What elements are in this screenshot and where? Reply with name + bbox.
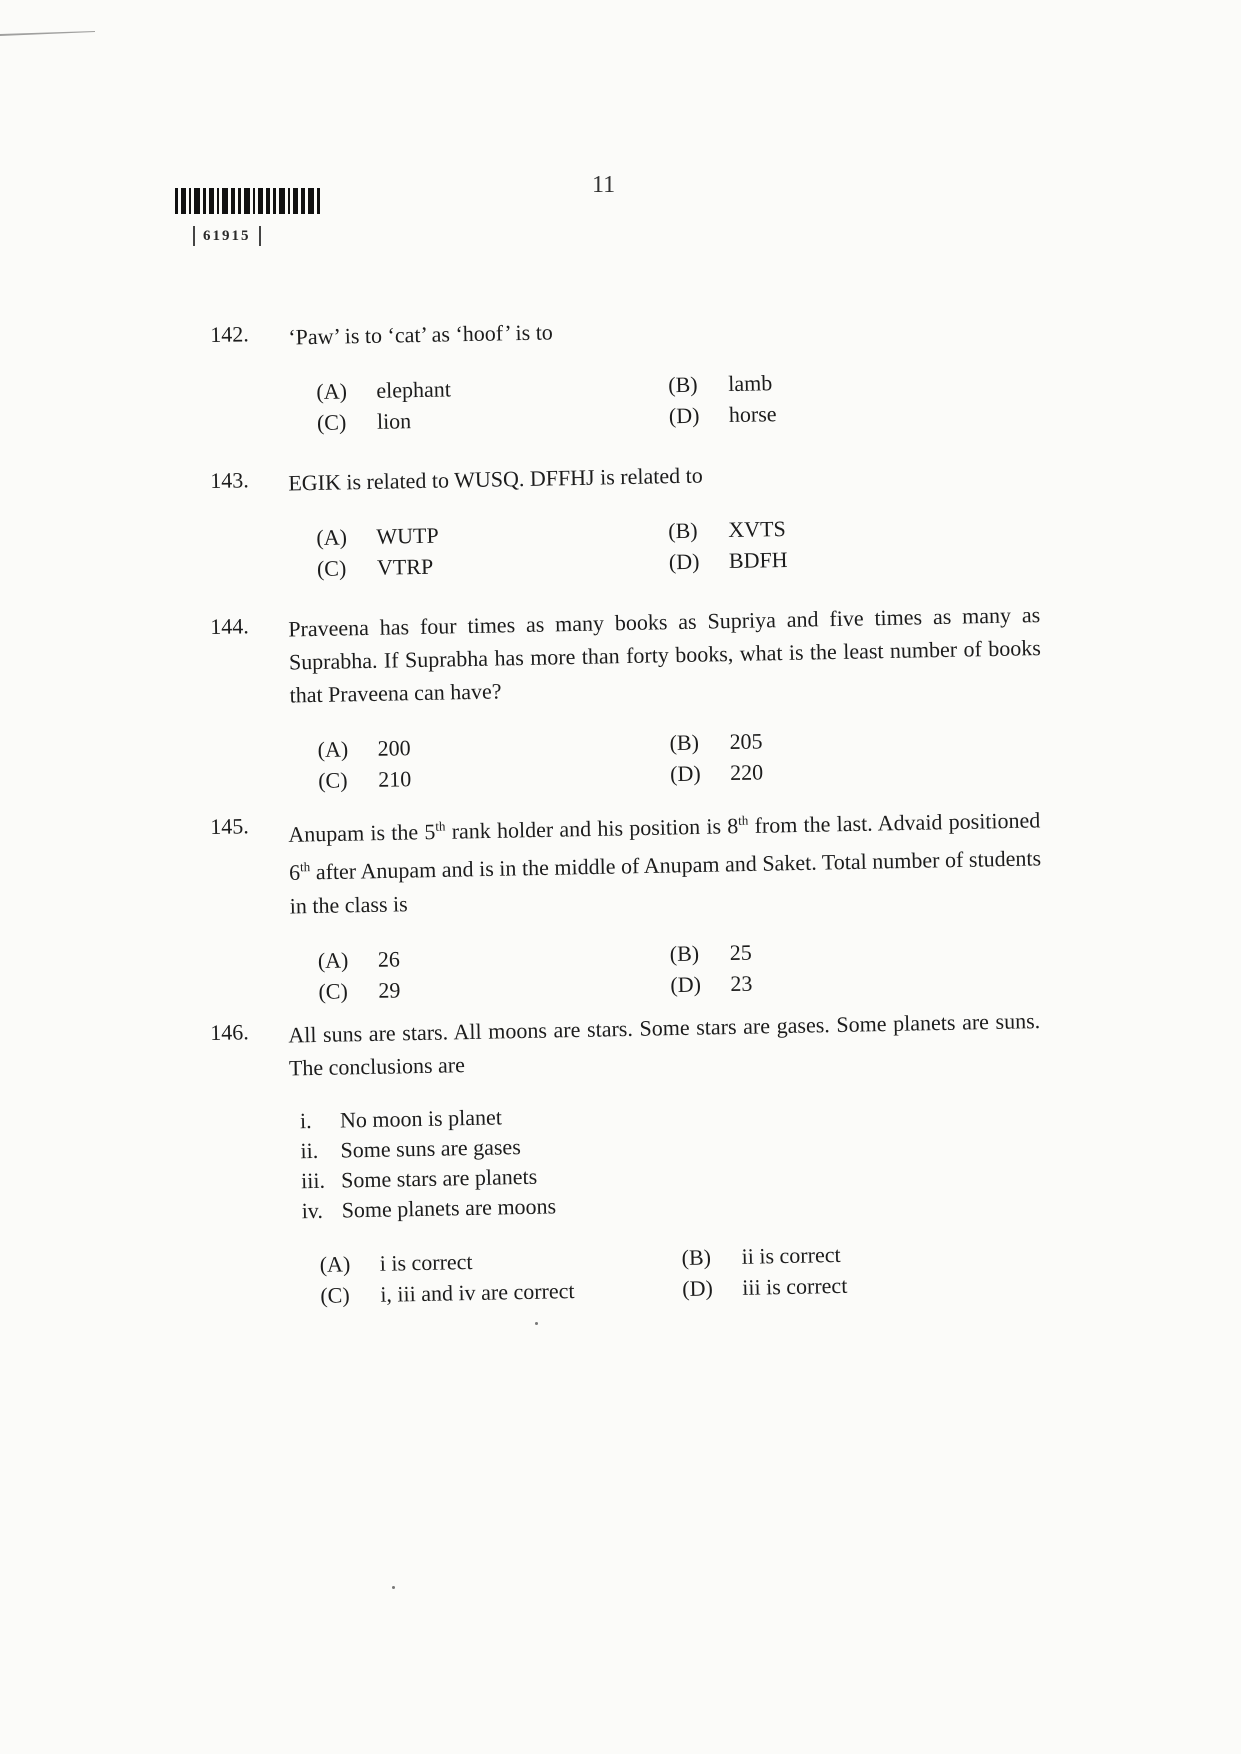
option-c: (C) lion <box>316 408 412 435</box>
question-142 <box>210 306 1042 445</box>
question-text: EGIK is related to WUSQ. DFFHJ is related to <box>288 462 703 496</box>
option-c: (C) VTRP <box>316 553 434 581</box>
question-146 <box>210 1004 1046 1318</box>
option-b: (B) 205 <box>669 728 763 756</box>
option-b: (B) ii is correct <box>681 1241 841 1270</box>
option-b: (B) XVTS <box>668 515 786 544</box>
option-c: (C) i, iii and iv are correct <box>320 1278 575 1308</box>
option-c: (C) 29 <box>318 977 401 1004</box>
question-number: 145. <box>210 813 249 839</box>
options <box>319 1238 1045 1316</box>
question-number: 143. <box>210 467 249 493</box>
question-text: Praveena has four times as many books as Supriya and five times as many as Suprabha. If Suprabha has more than forty books, what is the least number of books that Praveena can have? <box>288 602 1042 708</box>
options <box>316 365 1042 443</box>
question-number: 146. <box>210 1019 249 1045</box>
option-a: (A) i is correct <box>319 1249 473 1277</box>
statements <box>300 1092 1044 1226</box>
option-b: (B) 25 <box>669 939 752 966</box>
options <box>316 511 1042 589</box>
option-d: (D) iii is correct <box>682 1272 848 1301</box>
question-text: ‘Paw’ is to ‘cat’ as ‘hoof’ is to <box>288 319 554 350</box>
scan-edge-mark <box>0 28 100 38</box>
option-b: (B) lamb <box>668 370 773 398</box>
options <box>318 934 1044 1012</box>
question-144 <box>210 598 1043 803</box>
option-d: (D) 220 <box>669 759 764 787</box>
statement-iv: iv. Some planets are moons <box>301 1193 557 1224</box>
options <box>317 723 1043 801</box>
statement-iii: iii. Some stars are planets <box>300 1163 538 1194</box>
statement-ii: ii. Some suns are gases <box>300 1134 521 1164</box>
question-145 <box>210 798 1044 1014</box>
option-d: (D) 23 <box>670 970 753 997</box>
scan-speck <box>392 1586 395 1589</box>
option-a: (A) WUTP <box>316 522 439 550</box>
barcode-icon <box>175 186 325 216</box>
option-d: (D) horse <box>668 401 777 429</box>
option-c: (C) 210 <box>317 766 412 793</box>
statement-i: i. No moon is planet <box>299 1104 503 1134</box>
question-text: All suns are stars. All moons are stars. Some stars are gases. Some planets are suns. The conclusions are <box>288 1008 1041 1081</box>
page-number: 11 <box>592 172 616 198</box>
question-number: 142. <box>210 321 249 347</box>
question-text: Anupam is the 5th rank holder and his position is 8th from the last. Advaid positioned 6th after Anupam and is in the middle of Anupam and Saket. Total number of students in the class is <box>288 807 1042 919</box>
booklet-code: 61915 <box>193 226 261 246</box>
question-143 <box>210 452 1042 591</box>
option-d: (D) BDFH <box>668 546 788 575</box>
option-a: (A) elephant <box>316 376 452 404</box>
option-a: (A) 26 <box>317 946 401 973</box>
question-number: 144. <box>210 613 249 639</box>
scan-speck <box>535 1322 538 1325</box>
option-a: (A) 200 <box>317 735 411 762</box>
